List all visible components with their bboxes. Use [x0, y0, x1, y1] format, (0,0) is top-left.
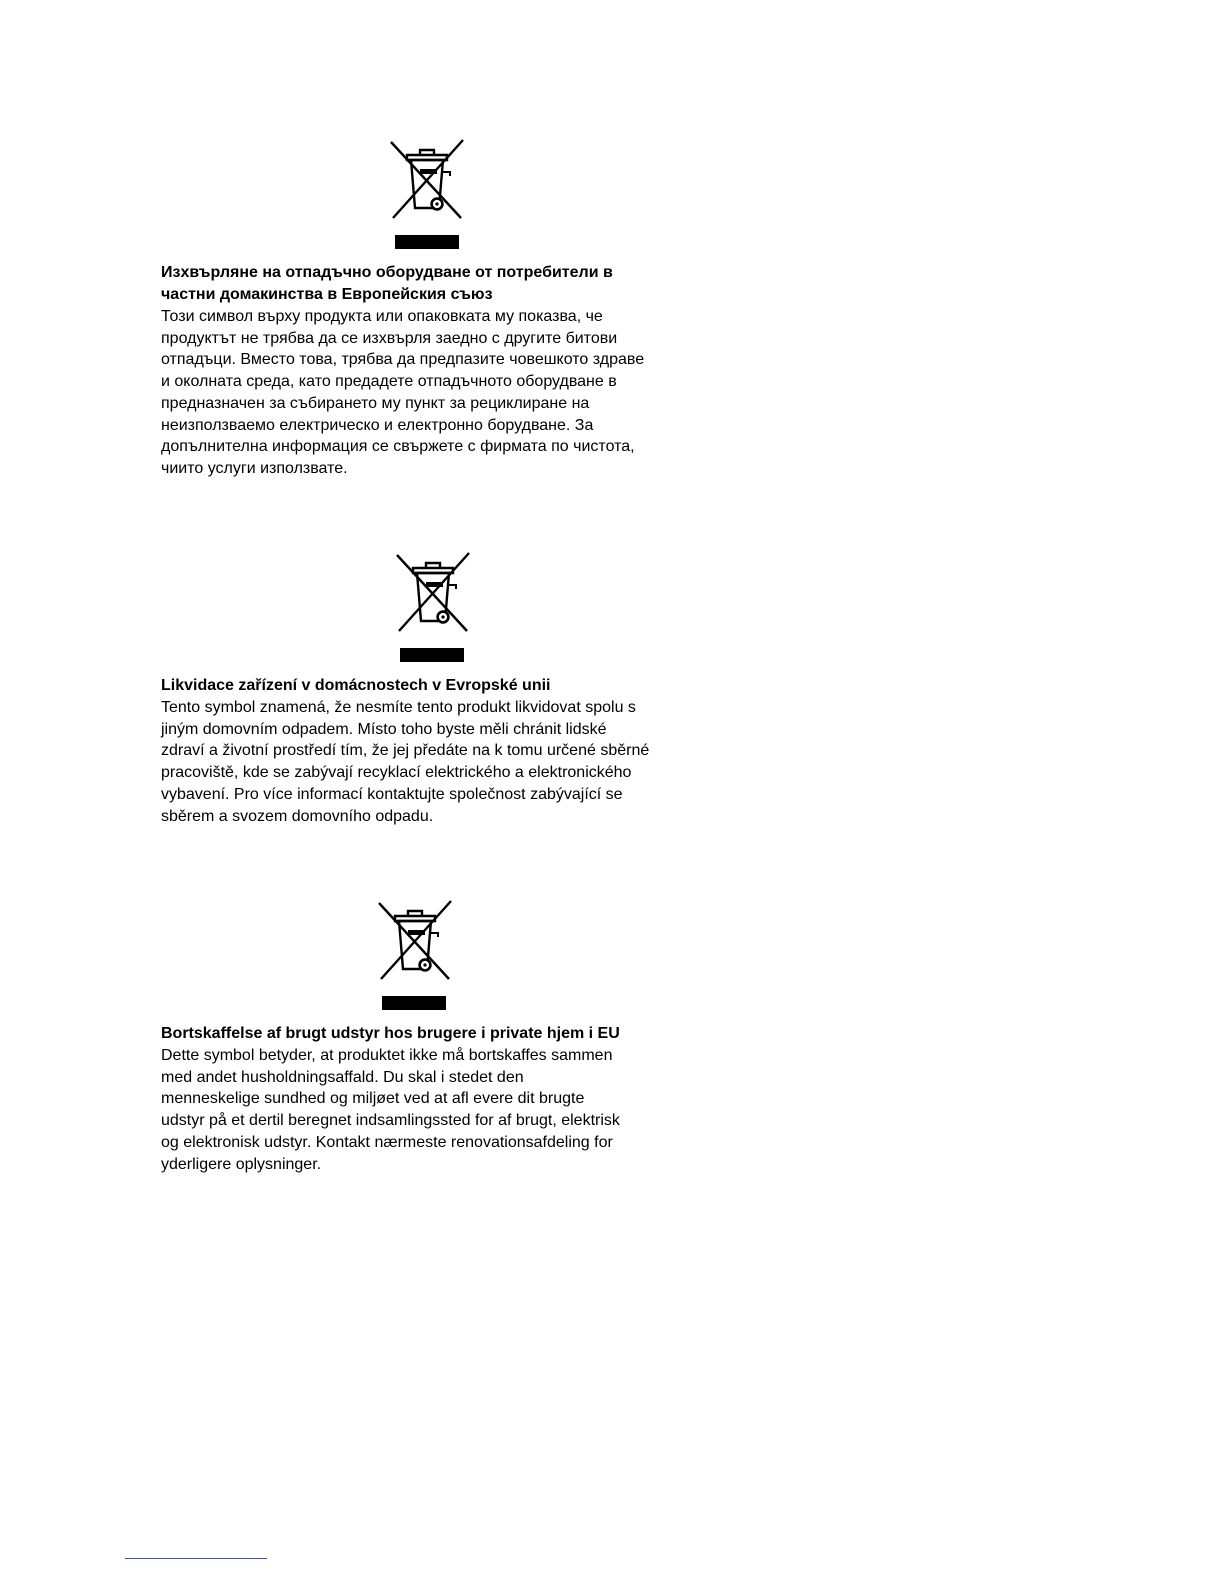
weee-crossed-bin-icon	[387, 138, 467, 220]
weee-bar	[400, 648, 464, 662]
weee-bar	[395, 235, 459, 249]
heading-line: Изхвърляне на отпадъчно оборудване от потребители в	[161, 264, 613, 281]
body-line: yderligere oplysninger.	[161, 1155, 322, 1173]
body-line: udstyr på et dertil beregnet indsamlingssted for af brugt, elektrisk	[161, 1112, 620, 1130]
heading-line: Bortskaffelse af brugt udstyr hos brugere i private hjem i EU	[161, 1025, 620, 1042]
disposal-section-cs	[161, 551, 721, 831]
footnote-rule	[125, 1558, 267, 1559]
body-line: Dette symbol betyder, at produktet ikke må bortskaffes sammen	[161, 1047, 613, 1064]
heading-line: Likvidace zařízení v domácnostech v Evropské unii	[161, 677, 551, 694]
body-line: menneskelige sundhed og miljøet ved at afl evere dit brugte	[161, 1090, 585, 1108]
section-body	[161, 306, 721, 480]
section-body	[161, 1045, 721, 1175]
section-heading	[161, 675, 721, 697]
section-heading	[161, 262, 721, 305]
section-body	[161, 697, 721, 827]
body-line: vybavení. Pro více informací kontaktujte společnost zabývající se	[161, 785, 623, 803]
body-line: предназначен за събирането му пункт за рециклиране на	[161, 394, 590, 412]
body-line: неизползваемо електрическо и електронно борудване. За	[161, 416, 594, 434]
heading-line: частни домакинства в Европейския съюз	[161, 285, 493, 303]
body-line: отпадъци. Вместо това, трябва да предпазите човешкото здраве	[161, 351, 645, 369]
weee-bar	[382, 996, 446, 1010]
weee-crossed-bin-icon	[393, 551, 473, 633]
body-line: pracoviště, kde se zabývají recyklací elektrického a elektronického	[161, 764, 632, 782]
section-heading	[161, 1023, 721, 1045]
body-line: допълнителна информация се свържете с фирмата по чистота,	[161, 438, 635, 456]
weee-crossed-bin-icon	[375, 899, 455, 981]
body-line: Tento symbol znamená, že nesmíte tento produkt likvidovat spolu s	[161, 699, 636, 716]
body-line: sběrem a svozem domovního odpadu.	[161, 807, 434, 825]
body-line: чиито услуги използвате.	[161, 459, 348, 477]
body-line: og elektronisk udstyr. Kontakt nærmeste renovationsafdeling for	[161, 1133, 613, 1151]
disposal-section-bg	[161, 138, 721, 483]
body-line: zdraví a životní prostředí tím, že jej předáte na k tomu určené sběrné	[161, 742, 650, 760]
body-line: и околната среда, като предадете отпадъчното оборудване в	[161, 373, 617, 391]
body-line: med andet husholdningsaffald. Du skal i stedet den	[161, 1068, 524, 1086]
body-line: продуктът не трябва да се изхвърля заедно с другите битови	[161, 329, 618, 347]
body-line: Този символ върху продукта или опаковката му показва, че	[161, 308, 603, 325]
disposal-section-da	[161, 899, 721, 1179]
body-line: jiným domovním odpadem. Místo toho byste měli chránit lidské	[161, 720, 607, 738]
